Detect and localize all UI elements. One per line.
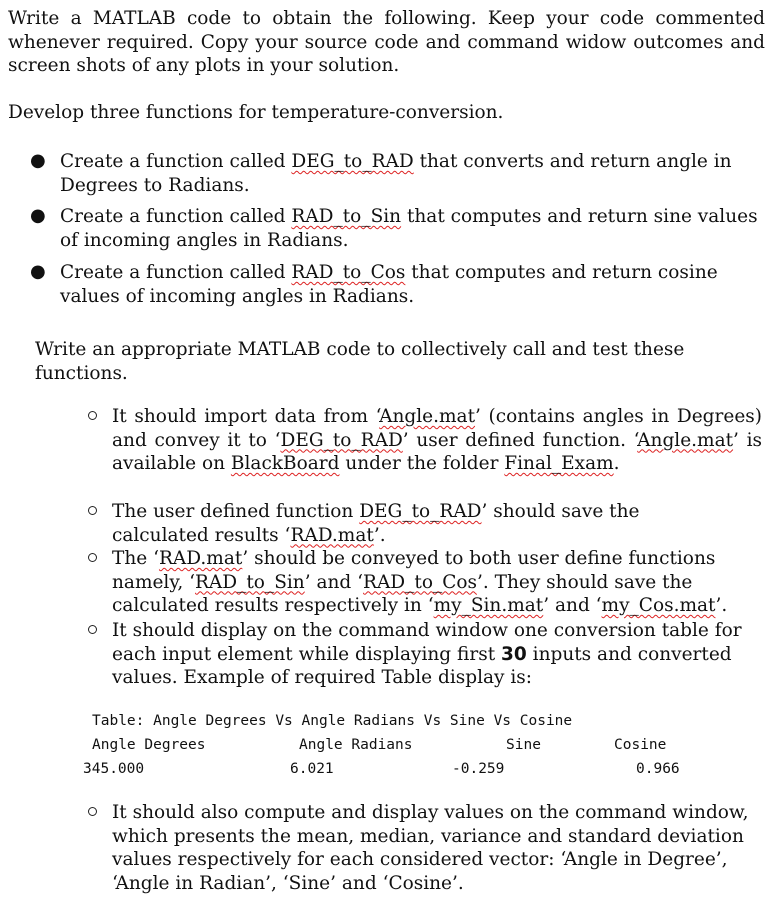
text: ’.: [373, 524, 386, 546]
bullet-deg-to-rad: [60, 150, 760, 197]
circle-bullet: [88, 807, 97, 816]
function-name: RAD_to_Sin: [291, 206, 402, 227]
bullet-dot: ●: [30, 261, 46, 282]
table-header-sine: Sine: [506, 737, 541, 753]
function-name: DEG_to_RAD: [280, 429, 403, 451]
function-name: DEG_to_RAD: [291, 151, 414, 172]
bullet-text: that computes and return cosine values of incoming angles in Radians.: [60, 262, 718, 307]
bullet-text: that converts and return angle in Degrees to Radians.: [60, 151, 732, 196]
table-cell-sine: -0.259: [452, 761, 505, 777]
file-name: my_Sin.mat: [433, 595, 544, 616]
text: ’ should be conveyed to both user define functions namely, ‘: [112, 548, 716, 593]
table-header-cosine: Cosine: [614, 737, 667, 753]
table-header-radians: Angle Radians: [299, 737, 413, 753]
text: ’ (contains angles in Degrees) and convey it to ‘: [112, 406, 762, 451]
function-name: RAD_to_Cos: [363, 571, 477, 593]
table-cell-cosine: 0.966: [636, 761, 680, 777]
text: inputs and converted values. Example of required Table display is:: [112, 643, 732, 688]
develop-heading: Develop three functions for temperature-conversion.: [8, 102, 504, 123]
bullet-dot: ●: [30, 150, 46, 171]
bullet-text: Create a function called: [60, 206, 292, 227]
text: under the folder: [339, 453, 505, 474]
text: ’.: [715, 595, 728, 616]
circle-bullet: [88, 411, 97, 420]
file-name: Angle.mat: [637, 429, 734, 451]
bullet-rad-to-sin: [60, 205, 760, 252]
text: ’ and ‘: [304, 571, 364, 593]
function-name: RAD_to_Sin: [195, 571, 305, 593]
sub-item-convey: [112, 547, 772, 618]
bullet-rad-to-cos: [60, 261, 770, 308]
function-name: RAD_to_Cos: [291, 262, 406, 283]
sub-item-import: [112, 405, 762, 476]
sub-item-display: [112, 619, 742, 690]
table-cell-degrees: 345.000: [83, 761, 145, 777]
bullet-text: Create a function called: [60, 262, 292, 283]
write-paragraph: Write an appropriate MATLAB code to collectively call and test these functions.: [35, 339, 685, 384]
text: ’ should save the calculated results ‘: [112, 501, 640, 546]
text: ’ is available on: [112, 429, 762, 474]
text: It should import data from ‘: [112, 406, 380, 427]
sub-item-statistics: It should also compute and display values on the command window, which presents the mean, median, variance and standard deviation values respectively for each considered vector: ‘Angle in Degree’, ‘Angle in Radian’, ‘Sine’ and ‘Cosine’.: [112, 802, 749, 894]
text: .: [613, 453, 620, 474]
sub-item-save: [112, 500, 702, 547]
file-name: Angle.mat: [379, 406, 476, 427]
text: ’ and ‘: [543, 595, 602, 616]
text: The user defined function: [112, 501, 360, 522]
text: It should display on the command window one conversion table for each input element while displaying first: [112, 620, 742, 665]
text: The ‘: [112, 548, 159, 569]
bullet-dot: ●: [30, 205, 46, 226]
blackboard-word: BlackBoard: [230, 453, 340, 474]
table-header-degrees: Angle Degrees: [92, 737, 206, 753]
folder-name: Final_Exam: [504, 453, 614, 474]
table-title: Table: Angle Degrees Vs Angle Radians Vs Sine Vs Cosine: [92, 713, 573, 729]
text: ’. They should save the calculated results respectively in ‘: [112, 571, 693, 616]
circle-bullet: [88, 506, 97, 515]
circle-bullet: [88, 553, 97, 562]
bullet-text: Create a function called: [60, 151, 292, 172]
file-name: RAD.mat: [290, 524, 374, 546]
file-name: my_Cos.mat: [601, 595, 716, 616]
text: ’ user defined function. ‘: [402, 429, 638, 451]
circle-bullet: [88, 625, 97, 634]
file-name: RAD.mat: [158, 548, 243, 569]
bullet-text: that computes and return sine values of incoming angles in Radians.: [60, 206, 758, 251]
bold-count: 30: [501, 643, 527, 665]
table-cell-radians: 6.021: [290, 761, 334, 777]
function-name: DEG_to_RAD: [359, 501, 482, 522]
intro-paragraph: Write a MATLAB code to obtain the following. Keep your code commented whenever required. Copy your source code and command widow outcomes and screen shots of any plots in your solution.: [8, 8, 765, 76]
